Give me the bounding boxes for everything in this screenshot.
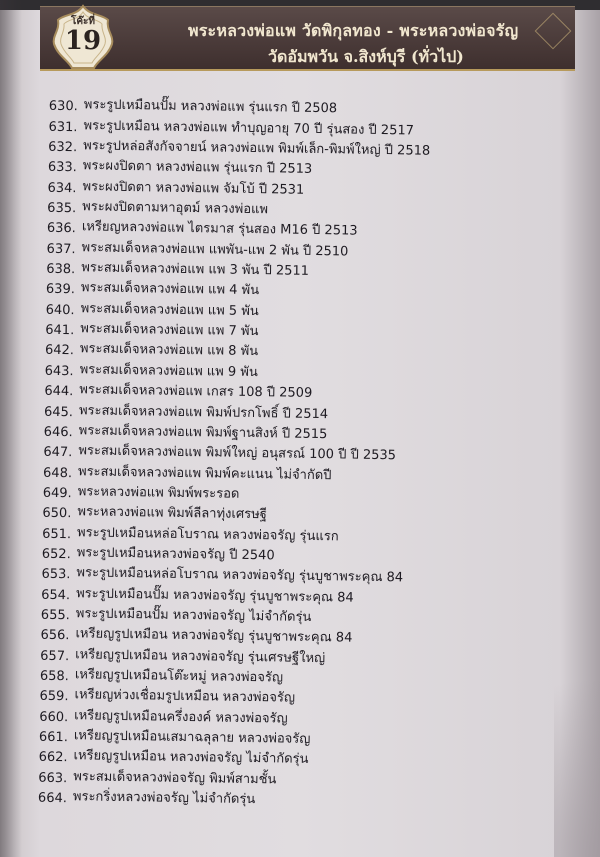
item-number: 657. <box>40 648 70 664</box>
item-number: 635. <box>47 200 77 217</box>
item-number: 660. <box>39 709 69 725</box>
item-number: 640. <box>45 302 75 318</box>
item-text: เหรียญรูปเหมือน หลวงพ่อจรัญ รุ่นเศรษฐีใหญ่ <box>75 646 326 666</box>
item-number: 638. <box>46 261 76 278</box>
item-text: พระรูปเหมือนหลวงพ่อจรัญ ปี 2540 <box>76 545 275 564</box>
page-corner-decoration <box>554 607 600 857</box>
item-number: 636. <box>46 221 76 237</box>
item-text: พระรูปหล่อสังกัจจายน์ หลวงพ่อแพ พิมพ์เล็ก-พิมพ์ใหญ่ ปี 2518 <box>83 138 431 159</box>
item-number: 637. <box>46 241 76 257</box>
item-text: เหรียญหลวงพ่อแพ ไตรมาส รุ่นสอง M16 ปี 2513 <box>81 219 358 240</box>
item-number: 664. <box>37 790 68 807</box>
item-number: 631. <box>48 119 78 135</box>
item-number: 644. <box>44 383 74 400</box>
item-text: พระผงปิดตา หลวงพ่อแพ รุ่นแรก ปี 2513 <box>82 158 313 178</box>
item-text: พระสมเด็จหลวงพ่อแพ แพ 8 พัน <box>79 341 259 360</box>
item-list <box>0 93 560 814</box>
item-number: 641. <box>45 322 75 339</box>
item-text: พระรูปเหมือนปั๊ม หลวงพ่อจรัญ รุ่นบูชาพระคุณ 84 <box>76 585 354 606</box>
item-number: 655. <box>40 607 70 624</box>
item-number: 662. <box>38 750 68 766</box>
item-number: 643. <box>44 363 74 380</box>
item-number: 661. <box>38 729 69 746</box>
item-text: พระสมเด็จหลวงพ่อจรัญ พิมพ์สามชั้น <box>73 768 277 788</box>
item-number: 658. <box>39 668 69 685</box>
item-text: พระหลวงพ่อแพ พิมพ์พระรอด <box>77 484 240 502</box>
item-number: 650. <box>42 505 72 522</box>
badge-label: โค๊ะที่ <box>70 16 96 27</box>
item-text: พระสมเด็จหลวงพ่อแพ แพพัน-แพ 2 พัน ปี 2510 <box>81 240 349 260</box>
item-number: 634. <box>47 180 77 196</box>
item-number: 633. <box>47 160 77 176</box>
item-text: เหรียญรูปเหมือนเสมาฉลุลาย หลวงพ่อจรัญ <box>73 728 311 747</box>
item-text: เหรียญรูปเหมือน หลวงพ่อจรัญ รุ่นบูชาพระคุณ 84 <box>75 626 353 646</box>
item-number: 663. <box>38 770 68 786</box>
item-text: พระสมเด็จหลวงพ่อแพ พิมพ์ใหญ่ อนุสรณ์ 100 ปี ปี 2535 <box>78 443 397 464</box>
item-number: 648. <box>42 465 73 481</box>
item-number: 639. <box>45 282 76 298</box>
item-text: พระรูปเหมือนปั๊ม หลวงพ่อจรัญ ไม่จำกัดรุ่น <box>75 606 312 625</box>
item-text: พระผงปิดตา หลวงพ่อแพ จัมโบ้ ปี 2531 <box>82 179 305 198</box>
item-text: พระสมเด็จหลวงพ่อแพ พิมพ์ฐานสิงห์ ปี 2515 <box>78 423 328 443</box>
item-text: เหรียญรูปเหมือนโต๊ะหมู่ หลวงพ่อจรัญ <box>74 667 284 686</box>
badge-number: 19 <box>64 26 102 56</box>
item-text: พระกริ่งหลวงพ่อจรัญ ไม่จำกัดรุ่น <box>72 789 256 808</box>
item-number: 651. <box>42 526 72 542</box>
item-number: 654. <box>41 587 71 603</box>
item-text: พระรูปเหมือนหล่อโบราณ หลวงพ่อจรัญ รุ่นแรก <box>76 524 339 544</box>
item-number: 649. <box>42 485 72 502</box>
item-text: เหรียญรูปเหมือนครึ่งองค์ หลวงพ่อจรัญ <box>74 707 288 727</box>
item-text: พระรูปเหมือน หลวงพ่อแพ ทำบุญอายุ 70 ปี รุ่นสอง ปี 2517 <box>83 118 415 139</box>
item-number: 642. <box>44 343 75 359</box>
item-text: พระสมเด็จหลวงพ่อแพ เกสร 108 ปี 2509 <box>79 382 313 402</box>
item-text: เหรียญห่วงเชื่อมรูปเหมือน หลวงพ่อจรัญ <box>74 687 296 707</box>
item-text: พระสมเด็จหลวงพ่อแพ แพ 9 พัน <box>79 362 258 380</box>
item-text: พระสมเด็จหลวงพ่อแพ แพ 4 พัน <box>80 280 260 299</box>
item-text: พระสมเด็จหลวงพ่อแพ พิมพ์ปรกโพธิ์ ปี 2514 <box>78 402 329 422</box>
item-number: 646. <box>43 424 73 441</box>
item-text: พระผงปิดตามหาอุตม์ หลวงพ่อแพ <box>82 199 269 218</box>
header-title-line-2: วัดอัมพวัน จ.สิงห์บุรี (ทั่วไป) <box>268 47 464 66</box>
item-text: พระสมเด็จหลวงพ่อแพ แพ 3 พัน ปี 2511 <box>81 260 310 279</box>
item-number: 652. <box>41 546 71 563</box>
item-number: 647. <box>43 444 73 461</box>
header-title-line-1: พระหลวงพ่อแพ วัดพิกุลทอง - พระหลวงพ่อจรัญ <box>188 21 519 40</box>
item-text: พระรูปเหมือนปั๊ม หลวงพ่อแพ รุ่นแรก ปี 2508 <box>83 97 338 117</box>
item-text: พระสมเด็จหลวงพ่อแพ แพ 7 พัน <box>80 321 259 340</box>
item-text: พระสมเด็จหลวงพ่อแพ แพ 5 พัน <box>80 301 259 319</box>
item-number: 659. <box>39 689 69 705</box>
table-number-badge <box>50 4 116 70</box>
item-text: พระสมเด็จหลวงพ่อแพ พิมพ์คะแนน ไม่จำกัดปี <box>77 463 332 483</box>
item-number: 630. <box>48 99 78 115</box>
item-number: 653. <box>41 566 71 583</box>
item-number: 656. <box>40 627 70 644</box>
item-text: เหรียญรูปเหมือน หลวงพ่อจรัญ ไม่จำกัดรุ่น <box>73 748 309 768</box>
item-number: 645. <box>43 404 74 420</box>
header-banner <box>40 6 575 71</box>
item-text: พระรูปเหมือนหล่อโบราณ หลวงพ่อจรัญ รุ่นบูชาพระคุณ 84 <box>76 565 404 586</box>
item-number: 632. <box>48 139 78 156</box>
item-text: พระหลวงพ่อแพ พิมพ์ลีลาทุ่งเศรษฐี <box>77 504 267 523</box>
